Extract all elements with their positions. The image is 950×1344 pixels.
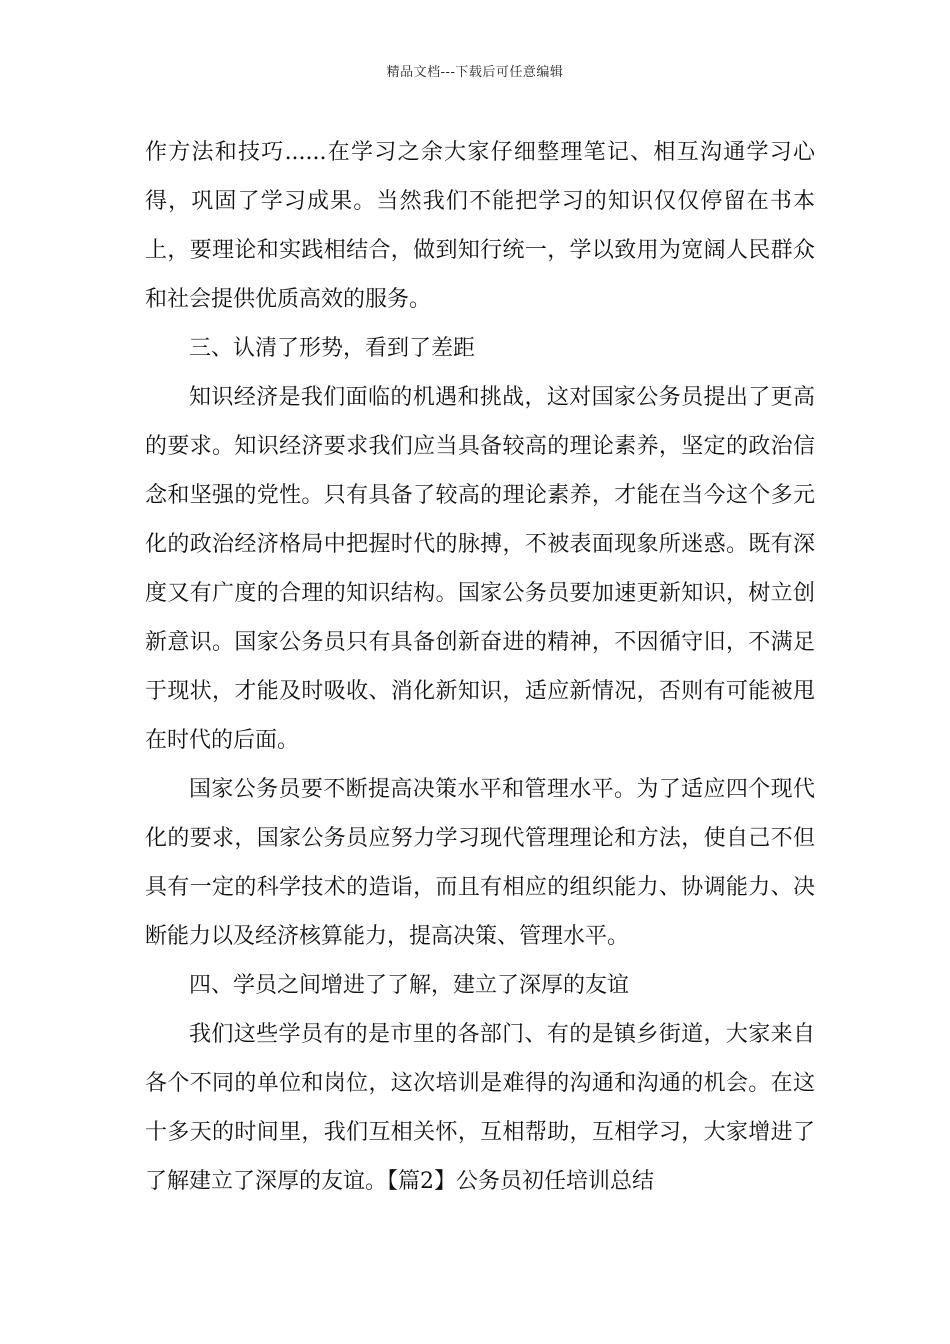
document-body bbox=[145, 128, 815, 1206]
section-heading-4: 四、学员之间增进了了解，建立了深厚的友谊 bbox=[189, 973, 630, 998]
paragraph-friendship: 我们这些学员有的是市里的各部门、有的是镇乡街道，大家来自各个不同的单位和岗位，这次培训是难得的沟通和沟通的机会。在这十多天的时间里，我们互相关怀，互相帮助，互相学习，大家增进了了解建立了深厚的友谊。【篇2】公务员初任培训总结 bbox=[145, 1022, 815, 1194]
paragraph-decision-management: 国家公务员要不断提高决策水平和管理水平。为了适应四个现代化的要求，国家公务员应努力学习现代管理理论和方法，使自己不但具有一定的科学技术的造诣，而且有相应的组织能力、协调能力、决断能力以及经济核算能力，提高决策、管理水平。 bbox=[145, 777, 815, 949]
section-heading-3: 三、认清了形势，看到了差距 bbox=[189, 336, 476, 361]
paragraph-knowledge-economy: 知识经济是我们面临的机遇和挑战，这对国家公务员提出了更高的要求。知识经济要求我们应当具备较高的理论素养，坚定的政治信念和坚强的党性。只有具备了较高的理论素养，才能在当今这个多元化的政治经济格局中把握时代的脉搏，不被表面现象所迷惑。既有深度又有广度的合理的知识结构。国家公务员要加速更新知识，树立创新意识。国家公务员只有具备创新奋进的精神，不因循守旧，不满足于现状，才能及时吸收、消化新知识，适应新情况，否则有可能被甩在时代的后面。 bbox=[145, 385, 815, 753]
paragraph-continuation: 作方法和技巧......在学习之余大家仔细整理笔记、相互沟通学习心得，巩固了学习成果。当然我们不能把学习的知识仅仅停留在书本上，要理论和实践相结合，做到知行统一，学以致用为宽阔人民群众和社会提供优质高效的服务。 bbox=[145, 140, 815, 312]
page-header: 精品文档---下载后可任意编辑 bbox=[386, 65, 564, 80]
